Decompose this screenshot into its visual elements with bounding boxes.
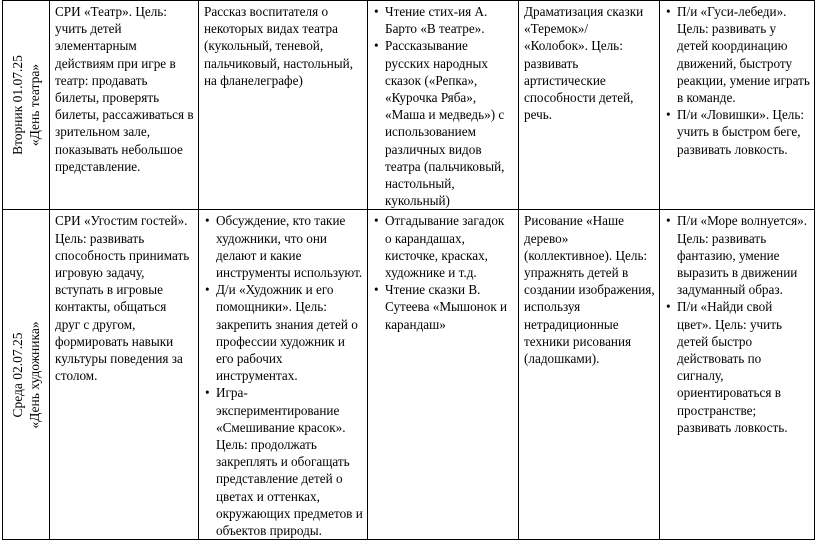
day-date: Вторник 01.07.25 xyxy=(10,55,25,156)
list-item: • П/и «Гуси-лебеди». Цель: развивать у детей координацию движений, быстроту реакции, умение играть в команде. xyxy=(665,3,810,106)
day-label xyxy=(9,55,43,155)
list-item: • П/и «Море волнуется». Цель: развивать фантазию, умение выразить в движении задуманный образ. xyxy=(665,212,810,298)
list-item: • Рассказывание русских народных сказок («Репка», «Курочка Ряба», «Маша и медведь») с использованием различных видов театра (пальчиковый, настольный, кукольный) xyxy=(373,37,514,209)
list-item: • П/и «Найди свой цвет». Цель: учить детей быстро действовать по сигналу, ориентироваться в пространстве; развивать ловкость. xyxy=(665,298,810,436)
games-list xyxy=(665,212,810,436)
conversation-cell xyxy=(199,210,368,540)
list-item: • Д/и «Художник и его помощники». Цель: закрепить знания детей о профессии художник и его рабочих инструментах. xyxy=(204,281,363,384)
list-item: • Обсуждение, кто такие художники, что они делают и какие инструменты используют. xyxy=(204,212,363,281)
plan-table xyxy=(2,0,815,540)
games-cell xyxy=(660,210,815,540)
games-cell xyxy=(660,1,815,210)
creative-cell xyxy=(519,1,660,210)
conversation-text: Рассказ воспитателя о некоторых видах театра (кукольный, теневой, пальчиковый, настольный, на фланелеграфе) xyxy=(204,4,354,88)
list-item: • Отгадывание загадок о карандашах, кисточке, красках, художнике и т.д. xyxy=(373,212,514,281)
table-row xyxy=(3,1,815,210)
reading-cell xyxy=(368,210,519,540)
day-theme: «День театра» xyxy=(27,64,42,147)
list-item: • Чтение сказки В. Сутеева «Мышонок и карандаш» xyxy=(373,281,514,333)
table-row xyxy=(3,210,815,540)
reading-list xyxy=(373,3,514,209)
day-label xyxy=(9,321,43,428)
creative-text: Драматизация сказки «Теремок»/ «Колобок». Цель: развивать артистические способности детей, речь. xyxy=(524,4,644,123)
role-play-text: СРИ «Угостим гостей». Цель: развивать способность принимать игровую задачу, вступать в игровые контакты, общаться друг с другом, формировать навыки культуры поведения за столом. xyxy=(55,213,190,384)
day-date: Среда 02.07.25 xyxy=(10,332,25,418)
conversation-cell xyxy=(199,1,368,210)
reading-cell xyxy=(368,1,519,210)
list-item: • П/и «Ловишки». Цель: учить в быстром беге, развивать ловкость. xyxy=(665,106,810,158)
day-cell xyxy=(3,1,50,210)
role-play-cell xyxy=(50,1,199,210)
list-item: • Игра-экспериментирование «Смешивание красок». Цель: продолжать закреплять и обогащать представление детей о цветах и оттенках, окружающих предметов и объектов природы. xyxy=(204,384,363,539)
role-play-text: СРИ «Театр». Цель: учить детей элементарным действиям при игре в театр: продавать билеты, проверять билеты, рассаживаться в зрительном зале, показывать небольшое представление. xyxy=(55,4,194,174)
reading-list xyxy=(373,212,514,332)
conversation-list xyxy=(204,212,363,539)
creative-text: Рисование «Наше дерево» (коллективное). Цель: упражнять детей в создании изображения, используя нетрадиционные техники рисования (ладошками). xyxy=(524,213,655,367)
day-theme: «День художника» xyxy=(27,321,42,429)
role-play-cell xyxy=(50,210,199,540)
list-item: • Чтение стих-ия А. Барто «В театре». xyxy=(373,3,514,37)
day-cell xyxy=(3,210,50,540)
games-list xyxy=(665,3,810,158)
creative-cell xyxy=(519,210,660,540)
